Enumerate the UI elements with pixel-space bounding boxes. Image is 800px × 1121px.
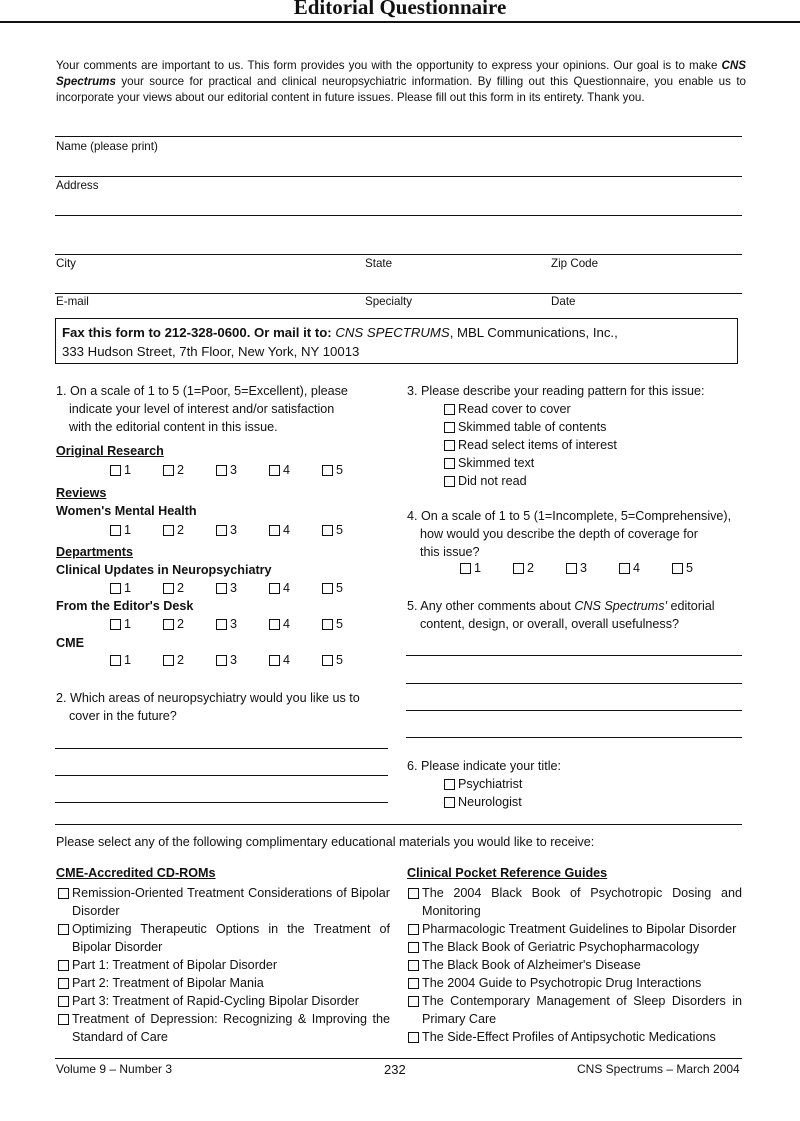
checkbox[interactable] bbox=[408, 924, 419, 935]
q5-answer-line-3[interactable] bbox=[406, 710, 742, 711]
cme-label: CME bbox=[56, 636, 84, 650]
rating-q4-depth[interactable] bbox=[460, 561, 725, 575]
checkbox[interactable] bbox=[444, 404, 455, 415]
rating-option-2[interactable] bbox=[163, 463, 216, 477]
checkbox[interactable] bbox=[444, 797, 455, 808]
guide-item-3[interactable]: The Black Book of Geriatric Psychopharmacology bbox=[408, 938, 742, 956]
q2-answer-line-1[interactable] bbox=[55, 748, 388, 749]
checkbox[interactable] bbox=[619, 563, 630, 574]
checkbox[interactable] bbox=[269, 465, 280, 476]
clinical-updates-label: Clinical Updates in Neuropsychiatry bbox=[56, 563, 272, 577]
checkbox[interactable] bbox=[460, 563, 471, 574]
rating-option-2[interactable] bbox=[163, 653, 216, 667]
rating-option-1[interactable] bbox=[110, 523, 163, 537]
rating-label: 3 bbox=[580, 561, 588, 575]
reviews-heading: Reviews bbox=[56, 486, 107, 500]
checkbox[interactable] bbox=[269, 583, 280, 594]
checkbox[interactable] bbox=[58, 996, 69, 1007]
rating-label: 4 bbox=[283, 523, 291, 537]
q3-option-3[interactable]: Read select items of interest bbox=[444, 436, 617, 454]
checkbox[interactable] bbox=[444, 779, 455, 790]
rating-label: 4 bbox=[283, 581, 291, 595]
rating-option-3[interactable] bbox=[216, 653, 269, 667]
rating-option-1[interactable] bbox=[110, 617, 163, 631]
rating-womens-mental-health[interactable] bbox=[110, 523, 375, 537]
intro-paragraph bbox=[56, 58, 746, 106]
cdrom-item-1[interactable]: Remission-Oriented Treatment Considerations of Bipolar Disorder bbox=[58, 884, 390, 920]
checkbox[interactable] bbox=[110, 525, 121, 536]
rating-option-5[interactable] bbox=[322, 581, 375, 595]
rating-label: 2 bbox=[177, 463, 185, 477]
q6-option-neurologist[interactable]: Neurologist bbox=[444, 793, 522, 811]
rating-option-3[interactable] bbox=[216, 523, 269, 537]
address-line-2[interactable] bbox=[55, 215, 742, 216]
q3-option-1[interactable]: Read cover to cover bbox=[444, 400, 571, 418]
checkbox[interactable] bbox=[163, 525, 174, 536]
footer-rule bbox=[55, 1058, 742, 1059]
q2-answer-line-2[interactable] bbox=[55, 775, 388, 776]
rating-label: 5 bbox=[686, 561, 694, 575]
checkbox[interactable] bbox=[566, 563, 577, 574]
page-title: Editorial Questionnaire bbox=[293, 0, 507, 19]
rating-option-4[interactable] bbox=[269, 523, 322, 537]
checkbox[interactable] bbox=[444, 440, 455, 451]
q6-question: 6. Please indicate your title: bbox=[407, 759, 562, 773]
q3-option-4[interactable]: Skimmed text bbox=[444, 454, 534, 472]
rating-option-2[interactable] bbox=[163, 617, 216, 631]
rating-label: 1 bbox=[124, 581, 132, 595]
rating-label: 2 bbox=[527, 561, 535, 575]
fax-instruction: Fax this form to 212-328-0600. Or mail it to: bbox=[62, 325, 332, 340]
checkbox[interactable] bbox=[216, 619, 227, 630]
rating-label: 2 bbox=[177, 523, 185, 537]
checkbox[interactable] bbox=[322, 583, 333, 594]
q5-answer-line-4[interactable] bbox=[406, 737, 742, 738]
rating-option-3[interactable] bbox=[566, 561, 619, 575]
q1-text: 1. On a scale of 1 to 5 (1=Poor, 5=Excellent), please indicate your level of interest and/or satisfaction with the editorial content in this issue. bbox=[56, 384, 348, 434]
checkbox[interactable] bbox=[322, 655, 333, 666]
rating-editors-desk[interactable] bbox=[110, 617, 375, 631]
name-label: Name (please print) bbox=[56, 140, 158, 153]
checkbox[interactable] bbox=[163, 465, 174, 476]
checkbox[interactable] bbox=[322, 465, 333, 476]
rating-clinical-updates[interactable] bbox=[110, 581, 375, 595]
rating-option-5[interactable] bbox=[322, 653, 375, 667]
rating-option-4[interactable] bbox=[269, 463, 322, 477]
checkbox[interactable] bbox=[444, 422, 455, 433]
rating-label: 2 bbox=[177, 617, 185, 631]
rating-label: 4 bbox=[283, 463, 291, 477]
name-line[interactable] bbox=[55, 136, 742, 137]
fax-company: , MBL Communications, Inc., bbox=[449, 325, 618, 340]
rating-label: 3 bbox=[230, 617, 238, 631]
rating-option-2[interactable] bbox=[163, 523, 216, 537]
checkbox[interactable] bbox=[163, 619, 174, 630]
q3-question: 3. Please describe your reading pattern for this issue: bbox=[407, 384, 705, 398]
checkbox[interactable] bbox=[58, 960, 69, 971]
rating-label: 1 bbox=[124, 523, 132, 537]
checkbox[interactable] bbox=[110, 619, 121, 630]
address-label: Address bbox=[56, 179, 99, 192]
checkbox[interactable] bbox=[408, 1032, 419, 1043]
rating-original-research[interactable] bbox=[110, 463, 375, 477]
q3-option-2[interactable]: Skimmed table of contents bbox=[444, 418, 606, 436]
fax-address: 333 Hudson Street, 7th Floor, New York, NY 10013 bbox=[62, 344, 360, 359]
intro-brand: CNS Spectrums bbox=[56, 59, 746, 88]
city-state-zip-line[interactable] bbox=[55, 254, 742, 255]
rating-option-4[interactable] bbox=[619, 561, 672, 575]
checkbox[interactable] bbox=[58, 978, 69, 989]
footer-volume: Volume 9 – Number 3 bbox=[56, 1062, 173, 1076]
checkbox[interactable] bbox=[408, 942, 419, 953]
rating-option-4[interactable] bbox=[269, 581, 322, 595]
rating-cme[interactable] bbox=[110, 653, 375, 667]
checkbox[interactable] bbox=[58, 924, 69, 935]
rating-label: 3 bbox=[230, 653, 238, 667]
checkbox[interactable] bbox=[513, 563, 524, 574]
cdrom-item-6[interactable]: Treatment of Depression: Recognizing & Improving the Standard of Care bbox=[58, 1010, 390, 1046]
rating-option-3[interactable] bbox=[216, 617, 269, 631]
rating-label: 5 bbox=[336, 463, 344, 477]
title-rule bbox=[0, 21, 800, 23]
checkbox[interactable] bbox=[216, 655, 227, 666]
rating-option-5[interactable] bbox=[672, 561, 725, 575]
rating-option-5[interactable] bbox=[322, 617, 375, 631]
rating-option-1[interactable] bbox=[110, 653, 163, 667]
rating-label: 3 bbox=[230, 463, 238, 477]
intro-text-1: Your comments are important to us. This form provides you with the opportunity to express your opinions. Our goal is to make bbox=[56, 59, 718, 72]
rating-label: 3 bbox=[230, 581, 238, 595]
rating-option-5[interactable] bbox=[322, 523, 375, 537]
q5-answer-line-2[interactable] bbox=[406, 683, 742, 684]
checkbox[interactable] bbox=[269, 619, 280, 630]
guide-item-6[interactable]: The Contemporary Management of Sleep Disorders in Primary Care bbox=[408, 992, 742, 1028]
rating-label: 5 bbox=[336, 523, 344, 537]
q6-option-psychiatrist[interactable]: Psychiatrist bbox=[444, 775, 522, 793]
checkbox[interactable] bbox=[110, 465, 121, 476]
footer-page-number: 232 bbox=[384, 1062, 406, 1077]
guide-item-1[interactable]: The 2004 Black Book of Psychotropic Dosing and Monitoring bbox=[408, 884, 742, 920]
rating-option-3[interactable] bbox=[216, 463, 269, 477]
intro-text-2: your source for practical and clinical neuropsychiatric information. By filling out this Questionnaire, you enable us to incorporate your views about our editorial content in future issues. Please fill out this form in its entirety. Thank you. bbox=[56, 75, 746, 104]
checkbox[interactable] bbox=[163, 655, 174, 666]
rating-option-1[interactable] bbox=[460, 561, 513, 575]
rating-option-2[interactable] bbox=[513, 561, 566, 575]
q2-text: 2. Which areas of neuropsychiatry would you like us to cover in the future? bbox=[56, 691, 360, 723]
checkbox[interactable] bbox=[110, 583, 121, 594]
rating-label: 5 bbox=[336, 617, 344, 631]
address-line-1[interactable] bbox=[55, 176, 742, 177]
guides-heading: Clinical Pocket Reference Guides bbox=[407, 866, 608, 880]
rating-label: 3 bbox=[230, 523, 238, 537]
rating-label: 4 bbox=[283, 617, 291, 631]
guide-item-5[interactable]: The 2004 Guide to Psychotropic Drug Interactions bbox=[408, 974, 742, 992]
checkbox[interactable] bbox=[216, 525, 227, 536]
departments-heading: Departments bbox=[56, 545, 133, 559]
checkbox[interactable] bbox=[269, 655, 280, 666]
rating-label: 1 bbox=[124, 617, 132, 631]
editors-desk-label: From the Editor's Desk bbox=[56, 599, 194, 613]
q5-text: 5. Any other comments about CNS Spectrums' editorial content, design, or overall, overall usefulness? bbox=[407, 599, 715, 631]
rating-label: 1 bbox=[124, 463, 132, 477]
rating-label: 4 bbox=[633, 561, 641, 575]
checkbox[interactable] bbox=[408, 960, 419, 971]
checkbox[interactable] bbox=[322, 619, 333, 630]
guide-item-7[interactable]: The Side-Effect Profiles of Antipsychotic Medications bbox=[408, 1028, 742, 1046]
checkbox[interactable] bbox=[163, 583, 174, 594]
rating-label: 4 bbox=[283, 653, 291, 667]
rating-label: 2 bbox=[177, 653, 185, 667]
q4-text: 4. On a scale of 1 to 5 (1=Incomplete, 5=Comprehensive), how would you describe the depth of coverage for this issue? bbox=[407, 509, 732, 559]
checkbox[interactable] bbox=[216, 583, 227, 594]
rating-option-4[interactable] bbox=[269, 617, 322, 631]
checkbox[interactable] bbox=[444, 476, 455, 487]
fax-brand: CNS SPECTRUMS bbox=[335, 325, 450, 340]
rating-label: 1 bbox=[124, 653, 132, 667]
rating-option-3[interactable] bbox=[216, 581, 269, 595]
checkbox[interactable] bbox=[58, 1014, 69, 1025]
footer-journal: CNS Spectrums – March 2004 bbox=[577, 1062, 740, 1076]
cdroms-heading: CME-Accredited CD-ROMs bbox=[56, 866, 216, 880]
guide-item-2[interactable]: Pharmacologic Treatment Guidelines to Bipolar Disorder bbox=[408, 920, 742, 938]
cdrom-item-5[interactable]: Part 3: Treatment of Rapid-Cycling Bipolar Disorder bbox=[58, 992, 390, 1010]
q3-option-5[interactable]: Did not read bbox=[444, 472, 527, 490]
rating-option-1[interactable] bbox=[110, 463, 163, 477]
rating-label: 1 bbox=[474, 561, 482, 575]
state-label: State bbox=[365, 257, 393, 270]
checkbox[interactable] bbox=[444, 458, 455, 469]
rating-label: 2 bbox=[177, 581, 185, 595]
q2-answer-line-3[interactable] bbox=[55, 802, 388, 803]
checkbox[interactable] bbox=[58, 888, 69, 899]
city-label: City bbox=[56, 257, 76, 270]
rating-option-4[interactable] bbox=[269, 653, 322, 667]
checkbox[interactable] bbox=[408, 978, 419, 989]
checkbox[interactable] bbox=[110, 655, 121, 666]
zip-label: Zip Code bbox=[551, 257, 599, 270]
cdrom-item-3[interactable]: Part 1: Treatment of Bipolar Disorder bbox=[58, 956, 390, 974]
cdrom-item-4[interactable]: Part 2: Treatment of Bipolar Mania bbox=[58, 974, 390, 992]
rating-option-2[interactable] bbox=[163, 581, 216, 595]
rating-label: 5 bbox=[336, 581, 344, 595]
rating-label: 5 bbox=[336, 653, 344, 667]
specialty-label: Specialty bbox=[365, 295, 413, 308]
email-label: E-mail bbox=[56, 295, 89, 308]
section-divider bbox=[55, 824, 742, 825]
guide-item-4[interactable]: The Black Book of Alzheimer's Disease bbox=[408, 956, 742, 974]
materials-prompt: Please select any of the following complimentary educational materials you would like to receive: bbox=[56, 835, 595, 849]
checkbox[interactable] bbox=[408, 888, 419, 899]
rating-option-1[interactable] bbox=[110, 581, 163, 595]
checkbox[interactable] bbox=[269, 525, 280, 536]
email-specialty-date-line[interactable] bbox=[55, 293, 742, 294]
q5-answer-line-1[interactable] bbox=[406, 655, 742, 656]
womens-mental-health-label: Women's Mental Health bbox=[56, 504, 197, 518]
original-research-heading: Original Research bbox=[56, 444, 164, 458]
rating-option-5[interactable] bbox=[322, 463, 375, 477]
checkbox[interactable] bbox=[322, 525, 333, 536]
checkbox[interactable] bbox=[408, 996, 419, 1007]
cdrom-item-2[interactable]: Optimizing Therapeutic Options in the Treatment of Bipolar Disorder bbox=[58, 920, 390, 956]
date-label: Date bbox=[551, 295, 576, 308]
checkbox[interactable] bbox=[216, 465, 227, 476]
checkbox[interactable] bbox=[672, 563, 683, 574]
fax-mail-box bbox=[55, 318, 738, 364]
